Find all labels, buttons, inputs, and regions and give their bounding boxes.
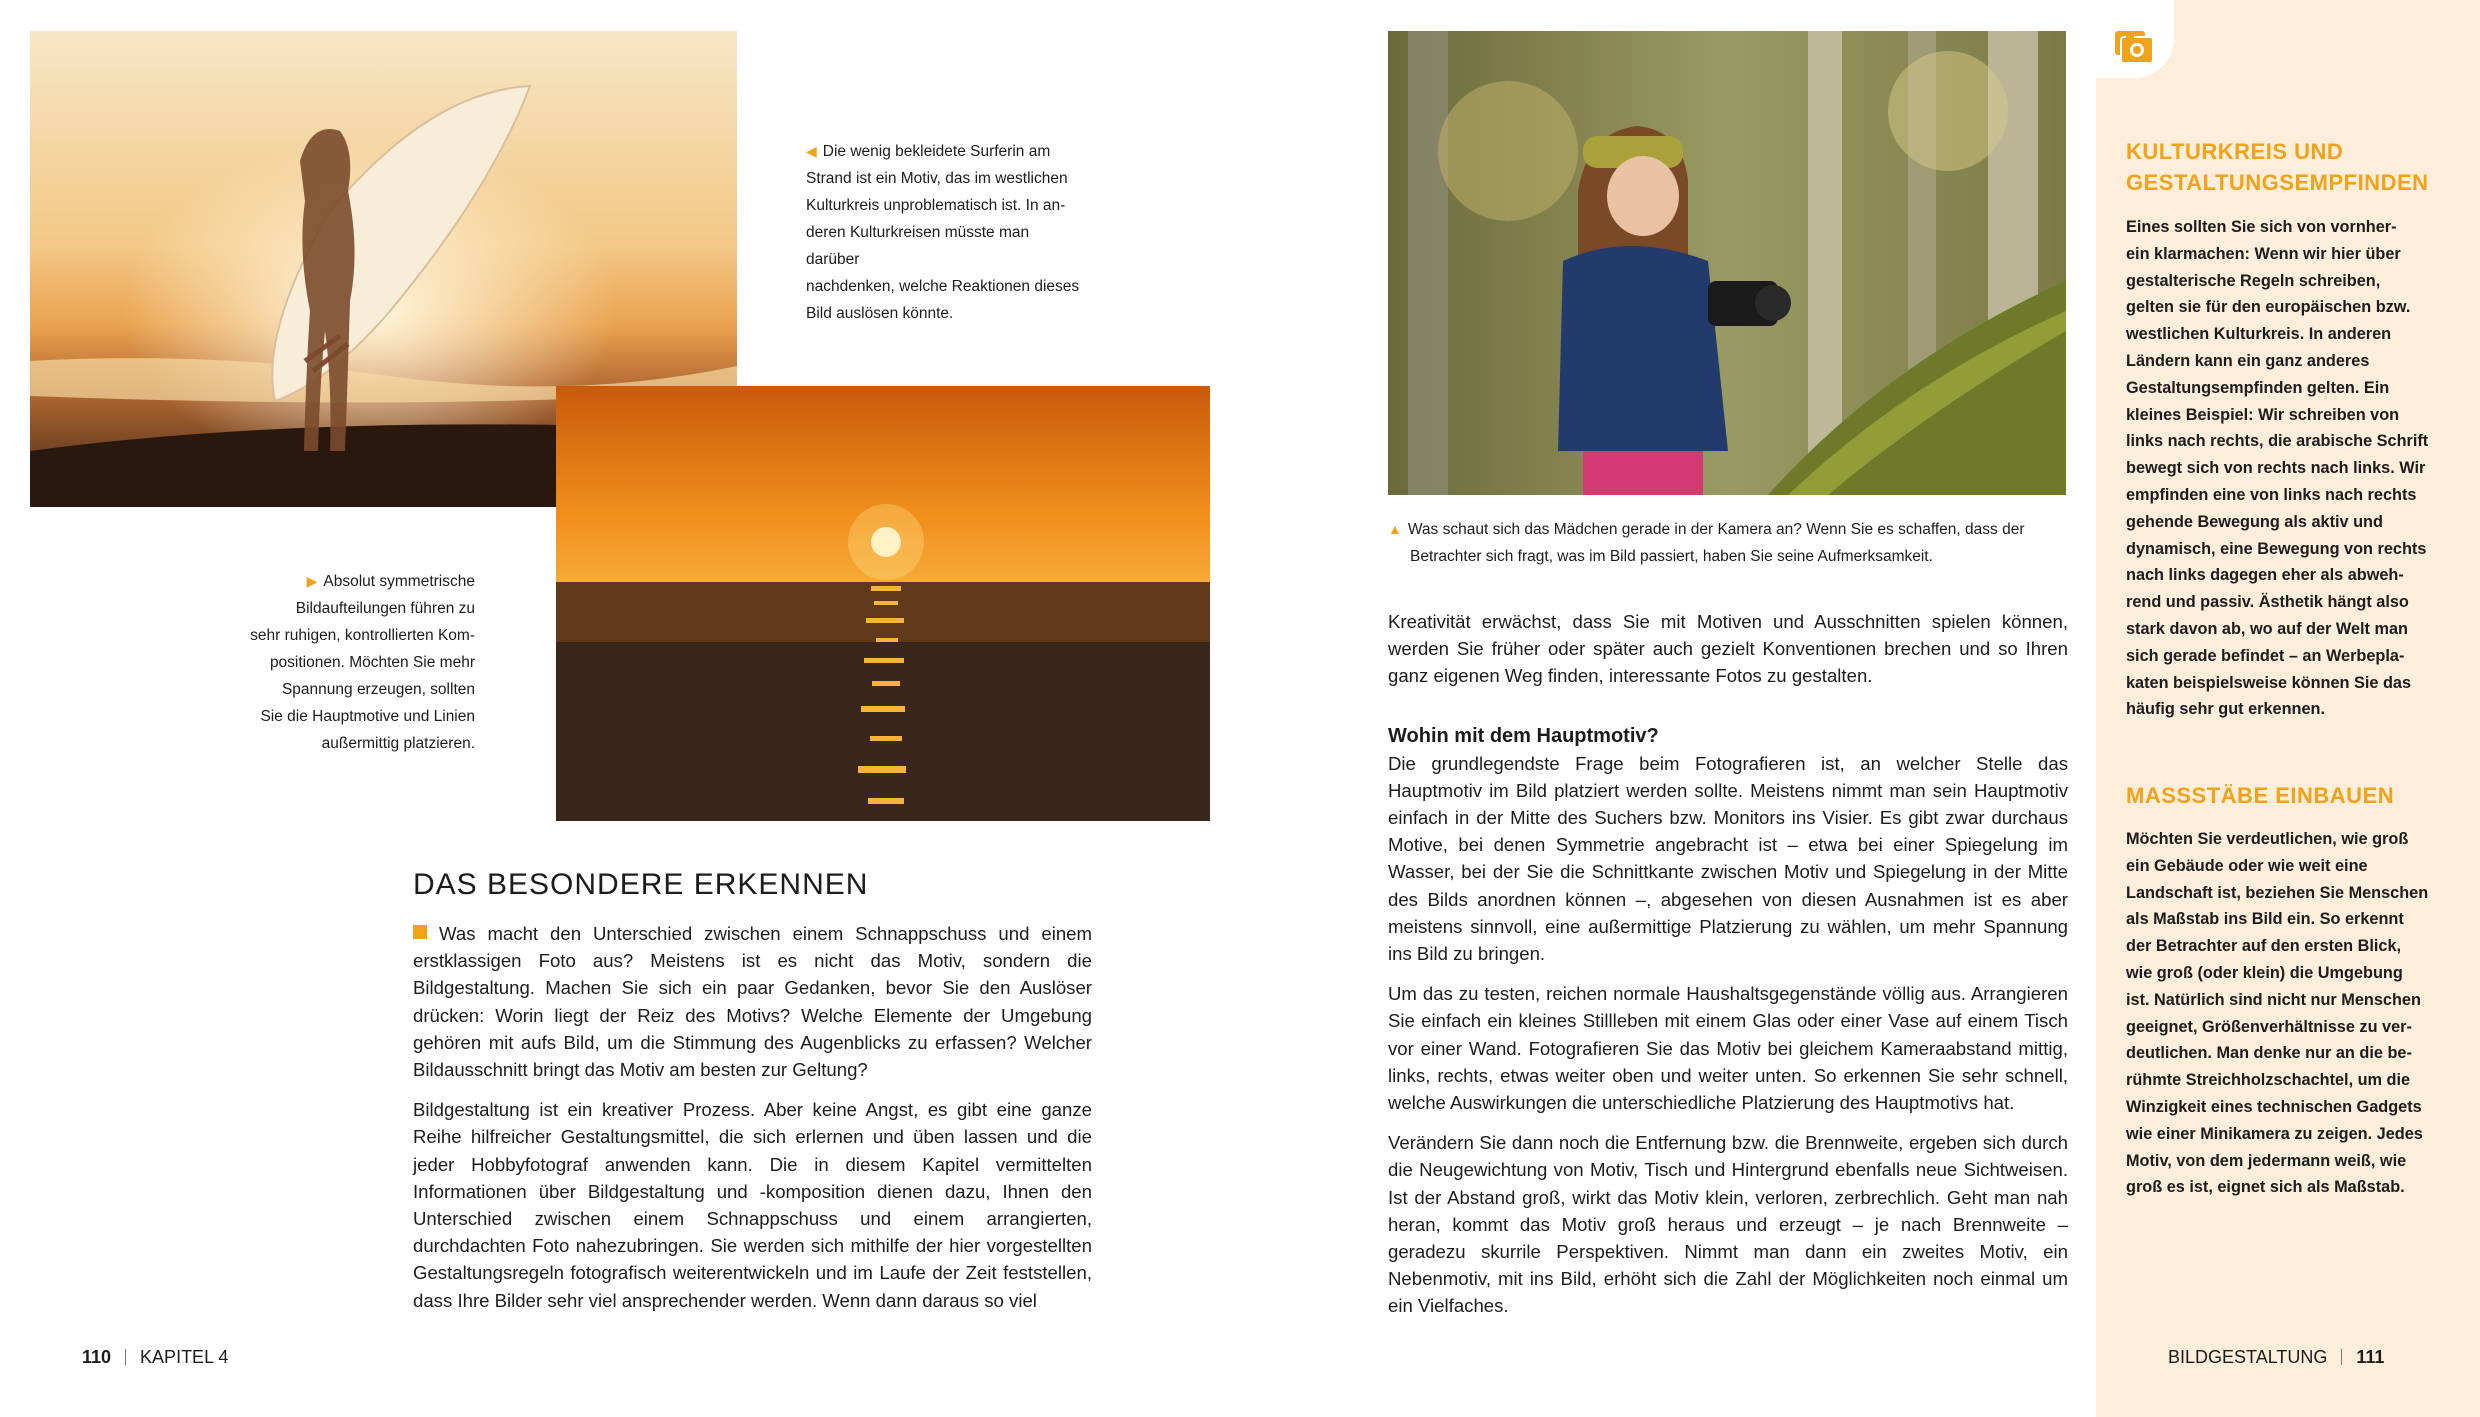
footer-separator <box>125 1349 126 1365</box>
paragraph: Um das zu testen, reichen normale Haushaltsgegenstände völlig aus. Arrangieren Sie einfach ein kleines Stillleben mit einem Glas oder einer Vase auf einem Tisch vor einer Wand. Fotografieren Sie das Motiv bei gleichem Kameraabstand mittig, links, rechts, etwas weiter oben und weiter unten. So erkennen Sie sehr schnell, welche Auswirkungen die unterschiedliche Platzierung des Hauptmotivs hat. <box>1388 983 2068 1114</box>
footer-separator <box>2341 1349 2342 1365</box>
sidebar-text-2: Möchten Sie verdeutlichen, wie groß ein Gebäude oder wie weit eine Landschaft ist, beziehen Sie Menschen als Maßstab ins Bild ein. So erkennt der Betrachter auf den ersten Blick, wie groß (oder klein) die Umgebung ist. Natürlich sind nicht nur Menschen geeignet, Größenverhältnisse zu ver- deutlichen. Man denke nur an die be- rühmte Streichholzschachtel, um die Winzigkeit eines technischen Gadgets wie einer Minikamera zu zeigen. Jedes Motiv, von dem jedermann weiß, wie groß es ist, eignet sich als Maßstab. <box>2126 830 2429 1197</box>
sunset-photo <box>556 386 1210 821</box>
paragraph: Die grundlegendste Frage beim Fotografieren ist, an welcher Stelle das Hauptmotiv im Bild platziert werden sollte. Meistens nimmt man sein Hauptmotiv einfach in der Mitte des Suchers bzw. Monitors ins Visier. Es gibt zwar durchaus Motive, bei denen Symmetrie angebracht ist – etwa bei einer Spiegelung im Wasser, bei der Sie die Schnittkante zwischen Motiv und Spiegelung in der Mitte des Bilds anordnen können –, abgesehen von diesen Ausnahmen ist es aber meistens sinnvoll, eine außermittige Platzierung zu wählen, um mehr Spannung ins Bild zu bringen. <box>1388 752 2068 965</box>
sidebar-heading-2: MASSSTÄBE EINBAUEN <box>2126 783 2395 808</box>
chapter-label: KAPITEL 4 <box>140 1347 229 1367</box>
intro-paragraph: Kreativität erwächst, dass Sie mit Motiven und Ausschnitten spielen können, werden Sie früher oder später auch gezielt Konventionen brechen und so Ihren ganz eigenen Weg finden, interessante Fotos zu gestalten. <box>1388 611 2068 687</box>
footer-right <box>2168 1347 2384 1368</box>
right-body-text <box>1388 608 2068 1333</box>
sub-heading: Wohin mit dem Hauptmotiv? <box>1388 724 1659 747</box>
sidebar-heading-1: KULTURKREIS UND GESTALTUNGSEMPFINDEN <box>2126 139 2429 195</box>
girl-caption: ▲ Was schaut sich das Mädchen gerade in der Kamera an? Wenn Sie es schaffen, dass der Betrachter sich fragt, was im Bild passiert, haben Sie seine Aufmerksamkeit. <box>1388 521 2025 565</box>
section-heading: DAS BESONDERE ERKENNEN <box>413 868 869 901</box>
sidebar-text-1: Eines sollten Sie sich von vornher- ein klarmachen: Wenn wir hier über gestalterische Regeln schreiben, gelten sie für den europäischen bzw. westlichen Kulturkreis. In anderen Ländern kann ein ganz anderes Gestaltungsempfinden gelten. Ein kleines Beispiel: Wir schreiben von links nach rechts, die arabische Schrift bewegt sich von rechts nach links. Wir empfinden eine von links nach rechts gehende Bewegung als aktiv und dynamisch, eine Bewegung von rechts nach links dagegen eher als abweh- rend und passiv. Ästhetik hängt also stark davon ab, wo auf der Welt man sich gerade befindet – an Werbepla- katen beispielsweise können Sie das häufig sehr gut erkennen. <box>2126 218 2429 719</box>
paragraph: Verändern Sie dann noch die Entfernung bzw. die Brennweite, ergeben sich durch die Neugewichtung von Motiv, Tisch und Hintergrund ebenfalls neue Sichtweisen. Ist der Abstand groß, wirkt das Motiv klein, verloren, zerbrechlich. Geht man nah heran, kommt das Motiv groß heraus und erzeugt – je nach Brennweite – geradezu skurrile Perspektiven. Nimmt man dann ein zweites Motiv, ein Nebenmotiv, mit ins Bild, erhöht sich die Zahl der Möglichkeiten noch einmal um ein Vielfaches. <box>1388 1132 2068 1317</box>
page-number: 111 <box>2356 1347 2385 1367</box>
footer-left <box>82 1347 228 1368</box>
bullet-square-icon <box>413 925 427 939</box>
sunset-caption: ▶ Absolut symmetrische Bildaufteilungen führen zu sehr ruhigen, kontrollierten Kom- positionen. Möchten Sie mehr Spannung erzeugen, sollten Sie die Hauptmotive und Linien außermittig platzieren. <box>250 573 475 752</box>
surfer-caption: ◀ Die wenig bekleidete Surferin am Strand ist ein Motiv, das im westlichen Kulturkreis unproblematisch ist. In an- deren Kulturkreisen müsste man darüber nachdenken, welche Reaktionen dieses Bild auslösen könnte. <box>806 143 1080 322</box>
triangle-up-icon: ▲ <box>1388 521 1402 537</box>
triangle-right-icon: ▶ <box>306 573 318 589</box>
triangle-left-icon: ◀ <box>806 143 817 159</box>
paragraph: Was macht den Unterschied zwischen einem Schnappschuss und einem erstklassigen Foto aus? Meistens ist es nicht das Motiv, sondern die Bildgestaltung. Machen Sie sich ein paar Gedanken, bevor Sie den Auslöser drücken: Worin liegt der Reiz des Motivs? Welche Elemente der Umgebung gehören mit aufs Bild, um die Stimmung des Augenblicks zu erfassen? Welcher Bildausschnitt bringt das Motiv am besten zur Geltung? <box>413 923 1092 1081</box>
left-body-text <box>413 920 1092 1327</box>
page-number: 110 <box>82 1347 112 1367</box>
camera-stack-icon <box>2113 27 2155 65</box>
paragraph: Bildgestaltung ist ein kreativer Prozess. Aber keine Angst, es gibt eine ganze Reihe hilfreicher Gestaltungsmittel, die sich erlernen und üben lassen und die jeder Hobbyfotograf anwenden kann. Die in diesem Kapitel vermittelten Informationen über Bildgestaltung und -komposition dienen dazu, Ihnen den Unterschied zwischen einem Schnappschuss und einem arrangierten, durchdachten Foto nahezubringen. Sie werden sich mithilfe der hier vorgestellten Gestaltungsregeln fotografisch weiterentwickeln und im Laufe der Zeit feststellen, dass Ihre Bilder sehr viel ansprechender werden. Wenn dann daraus so viel <box>413 1099 1092 1311</box>
girl-camera-photo <box>1388 31 2066 495</box>
section-label: BILDGESTALTUNG <box>2168 1347 2328 1367</box>
